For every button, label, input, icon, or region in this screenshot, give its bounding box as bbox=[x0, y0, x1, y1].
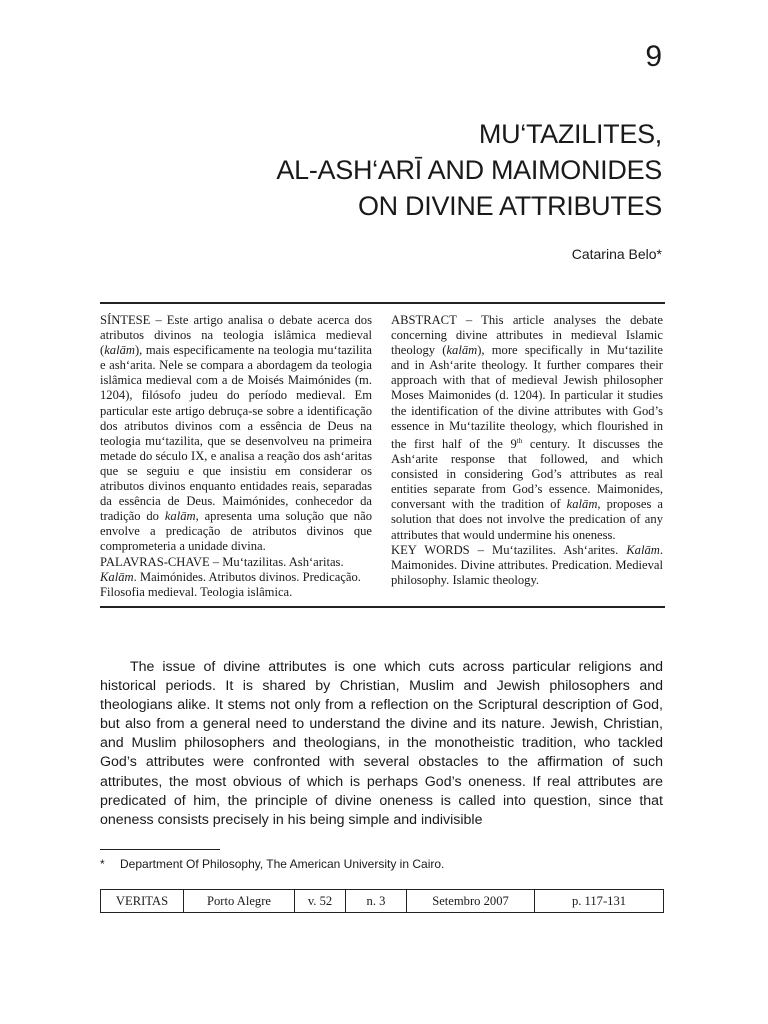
abstract-paragraph bbox=[391, 313, 663, 543]
abstract-english bbox=[391, 313, 663, 588]
journal-name-cell: VERITAS bbox=[101, 890, 184, 913]
sintese-text: SÍNTESE – Este artigo analisa o debate acerca dos atributos divinos na teologia islâmica medieval ( bbox=[100, 313, 372, 358]
keywords-text: PALAVRAS-CHAVE – Mu‘tazilitas. Ash‘aritas. bbox=[100, 554, 344, 569]
journal-info-table bbox=[100, 889, 664, 913]
abstract-text: ABSTRACT – This article analyses the debate concerning divine attributes in medieval Islamic theology ( bbox=[391, 313, 663, 358]
sintese-text: ), mais especificamente na teologia mu‘tazilita e ash‘arita. Nele se compara a abordagem da teologia islâmica medieval com a de Moisés Maimónides (m. 1204), filósofo judeu do período medieval. Em particular este artigo debruça-se sobre a identificação dos atributos divinos com a essência de Deus na teologia mu‘tazilita, que se desenvolveu na primeira metade do século IX, e analisa a reação dos ash‘aritas que se seguiu e que insistiu em considerar os atributos divinos enquanto entidades reais, separadas da essência de Deus. Maimónides, conhecedor da tradição do bbox=[100, 343, 372, 524]
abstract-portuguese bbox=[100, 313, 372, 600]
ordinal-superscript: th bbox=[516, 436, 523, 445]
article-title bbox=[102, 116, 662, 224]
footnote-rule bbox=[100, 849, 220, 850]
journal-volume-cell: v. 52 bbox=[295, 890, 346, 913]
kalam-term: Kalām bbox=[626, 542, 660, 557]
footnote bbox=[100, 856, 660, 872]
chapter-number: 9 bbox=[645, 40, 662, 73]
palavras-chave-paragraph bbox=[100, 555, 372, 600]
journal-city-cell: Porto Alegre bbox=[184, 890, 295, 913]
kalam-term: kalām bbox=[104, 343, 135, 358]
sintese-text: , apresenta uma solução que não envolve a predicação de atributos divinos que comprometeria a unidade divina. bbox=[100, 509, 372, 554]
abstract-text: century. It discusses the Ash‘arite response that followed, and which consisted in considering God’s attributes as real entities separate from God’s essence. Maimonides, conversant with the tradition of bbox=[391, 436, 663, 512]
body-paragraph: The issue of divine attributes is one which cuts across particular religions and historical periods. It is shared by Christian, Muslim and Jewish philosophers and theologians alike. It stems not only from a reflection on the Scriptural description of God, but also from a general need to understand the divine and its nature. Jewish, Christian, and Muslim philosophers and theologians, in the monotheistic tradition, who tackled God’s attributes were confronted with several obstacles to the affirmation of such attributes, the most obvious of which is perhaps God’s oneness. If real attributes are predicated of him, the principle of divine oneness is called into question, since that oneness consists precisely in his being simple and indivisible bbox=[100, 659, 663, 828]
kalam-term: kalām bbox=[164, 509, 196, 524]
journal-pages-cell: p. 117-131 bbox=[535, 890, 664, 913]
journal-number-cell: n. 3 bbox=[346, 890, 407, 913]
body-text bbox=[100, 658, 663, 830]
sintese-paragraph bbox=[100, 313, 372, 555]
footnote-text: Department Of Philosophy, The American University in Cairo. bbox=[120, 857, 445, 871]
footnote-mark: * bbox=[100, 857, 105, 871]
abstract-bottom-rule bbox=[100, 606, 665, 608]
kalam-term: kalām bbox=[566, 497, 598, 512]
journal-info-row bbox=[101, 890, 664, 913]
abstract-top-rule bbox=[100, 302, 665, 304]
kalam-term: kalām bbox=[446, 343, 478, 358]
keywords-text: KEY WORDS – Mu‘tazilites. Ash‘arites. bbox=[391, 542, 627, 557]
keywords-text: . Maimónides. Atributos divinos. Predicação. Filosofia medieval. Teologia islâmica. bbox=[100, 569, 361, 599]
title-line-1: MU‘TAZILITES, bbox=[478, 119, 662, 149]
abstract-text: ), more specifically in Mu‘tazilite and in Ash‘arite theology. It further compares their approach with that of medieval Jewish philosopher Moses Maimonides (d. 1204). In particular it studies the identification of the divine attributes with God’s essence in Mu‘tazilite theology, which flourished in the first half of the 9 bbox=[391, 343, 663, 451]
title-line-3: ON DIVINE ATTRIBUTES bbox=[357, 191, 662, 221]
kalam-term: Kalām bbox=[100, 569, 134, 584]
key-words-paragraph bbox=[391, 543, 663, 588]
title-line-2: AL-ASH‘ARĪ AND MAIMONIDES bbox=[276, 155, 662, 185]
journal-date-cell: Setembro 2007 bbox=[407, 890, 535, 913]
author-name: Catarina Belo* bbox=[571, 246, 662, 262]
keywords-text: . Maimonides. Divine attributes. Predication. Medieval philosophy. Islamic theology. bbox=[391, 542, 663, 587]
abstract-text: , proposes a solution that does not involve the predication of any attributes that would undermine his oneness. bbox=[391, 497, 663, 542]
